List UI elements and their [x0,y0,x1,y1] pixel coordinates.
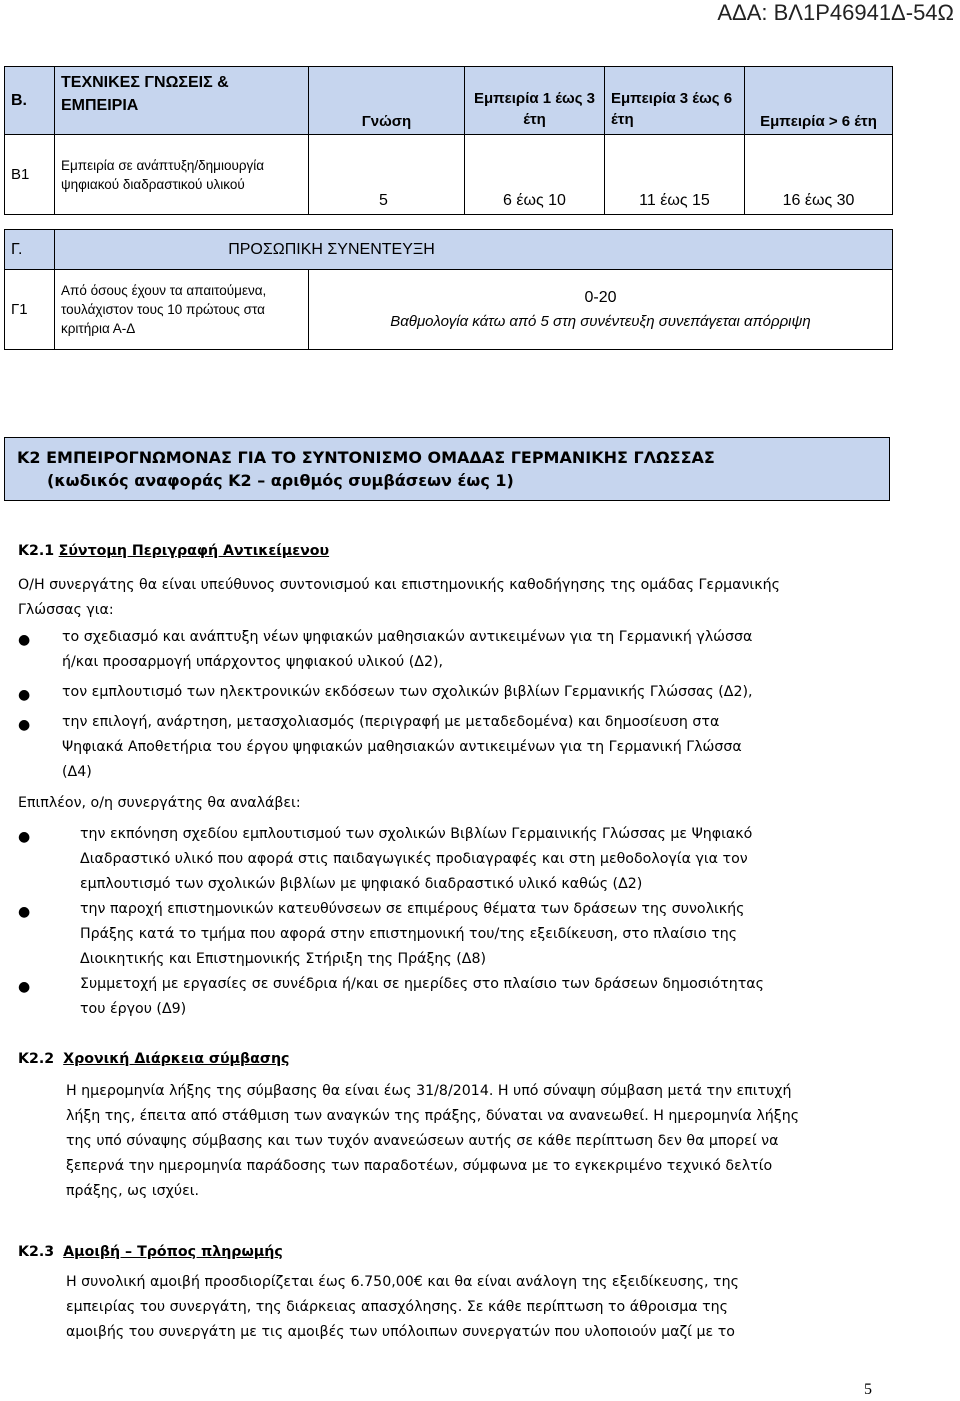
column-experience-1-3: Εμπειρία 1 έως 3 έτη [465,67,605,135]
bullet-dot: ● [18,904,31,920]
k2-3-number: Κ2.3 [18,1244,55,1260]
paragraph-line: πράξης, ως ισχύει. [66,1183,200,1199]
interview-range: 0-20 [584,289,617,306]
list-item-line: το σχεδιασμό και ανάπτυξη νέων ψηφιακών μαθησιακών αντικειμένων για τη Γερμανική γλώσσα [62,629,753,645]
k2-2-heading [18,1047,918,1072]
k2-1-intro [18,573,918,623]
list-item-line: Ψηφιακά Αποθετήρια του έργου ψηφιακών μαθησιακών αντικειμένων για τη Γερμανική Γλώσσα [62,739,742,755]
list-item [62,680,882,705]
list-item [62,625,882,675]
interview-table [4,229,893,350]
k2-2-body [66,1079,882,1204]
list-item-line: Πράξης κατά το τμήμα που αφορά στην επιστημονική του/της εξειδίκευση, στο πλαίσιο της [80,926,738,942]
k2-title-line2: (κωδικός αναφοράς Κ2 – αριθμός συμβάσεων έως 1) [47,471,514,490]
bullet-dot: ● [18,829,31,845]
section-code-c: Γ. [5,230,55,270]
k2-2-number: Κ2.2 [18,1051,55,1067]
k2-title-box [4,437,890,501]
table-header-row [5,67,893,135]
k2-title-line1: Κ2 ΕΜΠΕΙΡΟΓΝΩΜΟΝΑΣ ΓΙΑ ΤΟ ΣΥΝΤΟΝΙΣΜΟ ΟΜΑΔΑΣ ΓΕΡΜΑΝΙΚΗΣ ΓΛΩΣΣΑΣ [17,448,715,467]
score-experience-1-3: 6 έως 10 [465,135,605,215]
list-item-line: την παροχή επιστημονικών κατευθύνσεων σε επιμέρους θέματα των δράσεων της συνολικής [80,901,745,917]
bullet-dot: ● [18,717,31,733]
list-item-line: (Δ4) [62,764,92,780]
k2-3-body [66,1270,882,1345]
table-row [5,270,893,350]
k2-3-heading [18,1240,918,1265]
k2-1-additionally: Επιπλέον, ο/η συνεργάτης θα αναλάβει: [18,795,301,811]
k2-1-intro-line1: Ο/Η συνεργάτης θα είναι υπεύθυνος συντονισμού και επιστημονικής καθοδήγησης της ομάδας Γερμανικής [18,577,780,593]
paragraph-line: λήξη της, έπειτα από στάθμιση των αναγκών της πράξης, δύναται να ανανεωθεί. Η ημερομηνία λήξης [66,1108,800,1124]
row-code-b1: Β1 [5,135,55,215]
technical-knowledge-table [4,66,893,215]
section-title-c: ΠΡΟΣΩΠΙΚΗ ΣΥΝΕΝΤΕΥΞΗ [55,230,893,270]
k2-1-number: Κ2.1 [18,543,55,559]
k2-2-title: Χρονική Διάρκεια σύμβασης [63,1051,290,1067]
list-item-line: την εκπόνηση σχεδίου εμπλουτισμού των σχολικών Βιβλίων Γερμαινικής Γλώσσας με Ψηφιακό [80,826,753,842]
row-description-c1: Από όσους έχουν τα απαιτούμενα, τουλάχιστον τους 10 πρώτους στα κριτήρια Α-Δ [55,270,309,350]
list-item-line: εμπλουτισμό των σχολικών βιβλίων με ψηφιακό διαδραστικό υλικό καθώς (Δ2) [80,876,643,892]
k2-3-title: Αμοιβή – Τρόπος πληρωμής [63,1244,283,1260]
list-item-line: Διοικητικής και Επιστημονικής Στήριξη της Πράξης (Δ8) [80,951,487,967]
ada-code: ΑΔΑ: ΒΛ1Ρ46941Δ-54Ω [717,0,954,25]
paragraph-line: ξεπερνά την ημερομηνία παράδοσης των παραδοτέων, σύμφωνα με το εγκεκριμένο τεχνικό δελτίο [66,1158,773,1174]
column-experience-3-6: Εμπειρία 3 έως 6 έτη [605,67,745,135]
k2-1-intro-line2: Γλώσσας για: [18,602,114,618]
paragraph-line: Η συνολική αμοιβή προσδιορίζεται έως 6.750,00€ και θα είναι ανάλογη της εξειδίκευσης, της [66,1274,739,1290]
paragraph-line: Η ημερομηνία λήξης της σύμβασης θα είναι έως 31/8/2014. Η υπό σύναψη σύμβαση μετά την επιτυχή [66,1083,792,1099]
list-item-line: τον εμπλουτισμό των ηλεκτρονικών εκδόσεων των σχολικών βιβλίων Γερμανικής Γλώσσας (Δ2), [62,684,753,700]
score-experience-3-6: 11 έως 15 [605,135,745,215]
list-item [80,897,882,972]
list-item-line: την επιλογή, ανάρτηση, μετασχολιασμός (περιγραφή με μεταδεδομένα) και δημοσίευση στα [62,714,720,730]
interview-score-cell [309,270,893,350]
column-knowledge: Γνώση [309,67,465,135]
score-experience-6-plus: 16 έως 30 [745,135,893,215]
score-knowledge: 5 [309,135,465,215]
row-code-c1: Γ1 [5,270,55,350]
table-row [5,135,893,215]
paragraph-line: εμπειρίας του συνεργάτη, της διάρκειας απασχόλησης. Σε κάθε περίπτωση το άθροισμα της [66,1299,728,1315]
interview-note: Βαθμολογία κάτω από 5 στη συνέντευξη συνεπάγεται απόρριψη [390,313,811,330]
bullet-dot: ● [18,632,31,648]
row-description-b1: Εμπειρία σε ανάπτυξη/δημιουργία ψηφιακού διαδραστικού υλικού [55,135,309,215]
list-item-line: Διαδραστικό υλικό που αφορά στις παιδαγωγικές προδιαγραφές και στη μεθοδολογία για τον [80,851,748,867]
paragraph-line: αμοιβής του συνεργάτη με τις αμοιβές των υπόλοιπων συνεργατών που υλοποιούν μαζί με το [66,1324,735,1340]
k2-1-bullets-a [0,625,960,790]
bullet-dot: ● [18,979,31,995]
list-item [62,710,882,785]
page-number: 5 [864,1381,872,1398]
bullet-dot: ● [18,687,31,703]
k2-1-heading [18,539,918,564]
list-item-line: ή/και προσαρμογή υπάρχοντος ψηφιακού υλικού (Δ2), [62,654,444,670]
list-item-line: Συμμετοχή με εργασίες σε συνέδρια ή/και σε ημερίδες στο πλαίσιο των δράσεων δημοσιότητας [80,976,764,992]
section-code-b: Β. [5,67,55,135]
list-item [80,972,882,1022]
paragraph-line: της υπό σύναψης σύμβασης και των τυχόν ανανεώσεων αυτής σε κάθε περίπτωση δεν θα μπορεί να [66,1133,779,1149]
k2-1-bullets-b [0,822,960,1022]
list-item [80,822,882,897]
table-header-row [5,230,893,270]
column-experience-6-plus: Εμπειρία > 6 έτη [745,67,893,135]
list-item-line: του έργου (Δ9) [80,1001,187,1017]
section-title-b: ΤΕΧΝΙΚΕΣ ΓΝΩΣΕΙΣ & ΕΜΠΕΙΡΙΑ [55,67,309,135]
k2-1-title: Σύντομη Περιγραφή Αντικείμενου [58,543,330,559]
